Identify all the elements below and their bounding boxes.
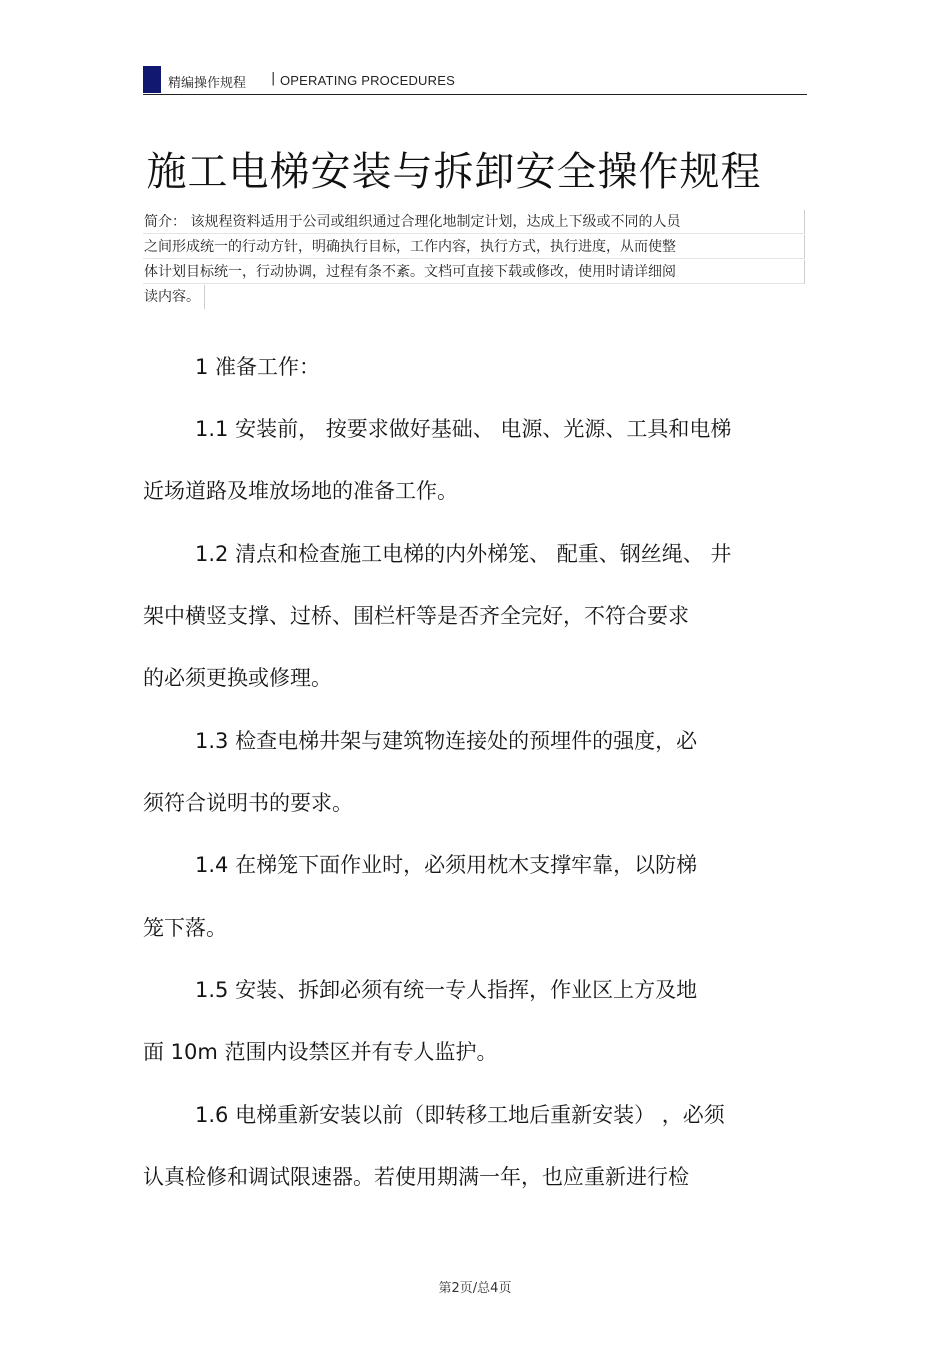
paragraph-line: 1.6 电梯重新安装以前（即转移工地后重新安装） ，必须 [195, 1103, 725, 1127]
paragraph-line: 1.1 安装前， 按要求做好基础、 电源、光源、工具和电梯 [195, 417, 732, 441]
page-number: 第2页/总4页 [438, 1281, 512, 1296]
paragraph-line: 1.3 检查电梯井架与建筑物连接处的预埋件的强度，必 [195, 729, 698, 753]
paragraph-line: 1.5 安装、拆卸必须有统一专人指挥，作业区上方及地 [195, 978, 698, 1002]
paragraph-line: 认真检修和调试限速器。若使用期满一年，也应重新进行检 [143, 1165, 689, 1189]
header-brand-cn: 精编操作规程 [168, 76, 247, 91]
paragraph-line: 架中横竖支撑、过桥、围栏杆等是否齐全完好，不符合要求 [143, 604, 689, 628]
intro-line: 体计划目标统一，行动协调，过程有条不紊。文档可直接下载或修改，使用时请详细阅 [143, 260, 805, 284]
section-heading: 1 准备工作： [195, 355, 321, 379]
header-brand-en: OPERATING PROCEDURES [280, 73, 455, 88]
intro-line: 读内容。 [143, 285, 205, 309]
paragraph-line: 近场道路及堆放场地的准备工作。 [143, 479, 458, 503]
paragraph-line: 1.2 清点和检查施工电梯的内外梯笼、 配重、钢丝绳、 井 [195, 542, 732, 566]
header-separator: | [271, 71, 276, 86]
intro-line: 简介： 该规程资料适用于公司或组织通过合理化地制定计划，达成上下级或不同的人员 [143, 210, 805, 234]
paragraph-line: 1.4 在梯笼下面作业时，必须用枕木支撑牢靠，以防梯 [195, 853, 698, 877]
intro-line: 之间形成统一的行动方针，明确执行目标，工作内容，执行方式，执行进度，从而使整 [143, 235, 805, 259]
paragraph-line: 须符合说明书的要求。 [143, 791, 353, 815]
paragraph-line: 的必须更换或修理。 [143, 666, 332, 690]
paragraph-line: 笼下落。 [143, 916, 227, 940]
document-title: 施工电梯安装与拆卸安全操作规程 [146, 149, 762, 195]
paragraph-line: 面 10m 范围内设禁区并有专人监护。 [143, 1040, 498, 1064]
